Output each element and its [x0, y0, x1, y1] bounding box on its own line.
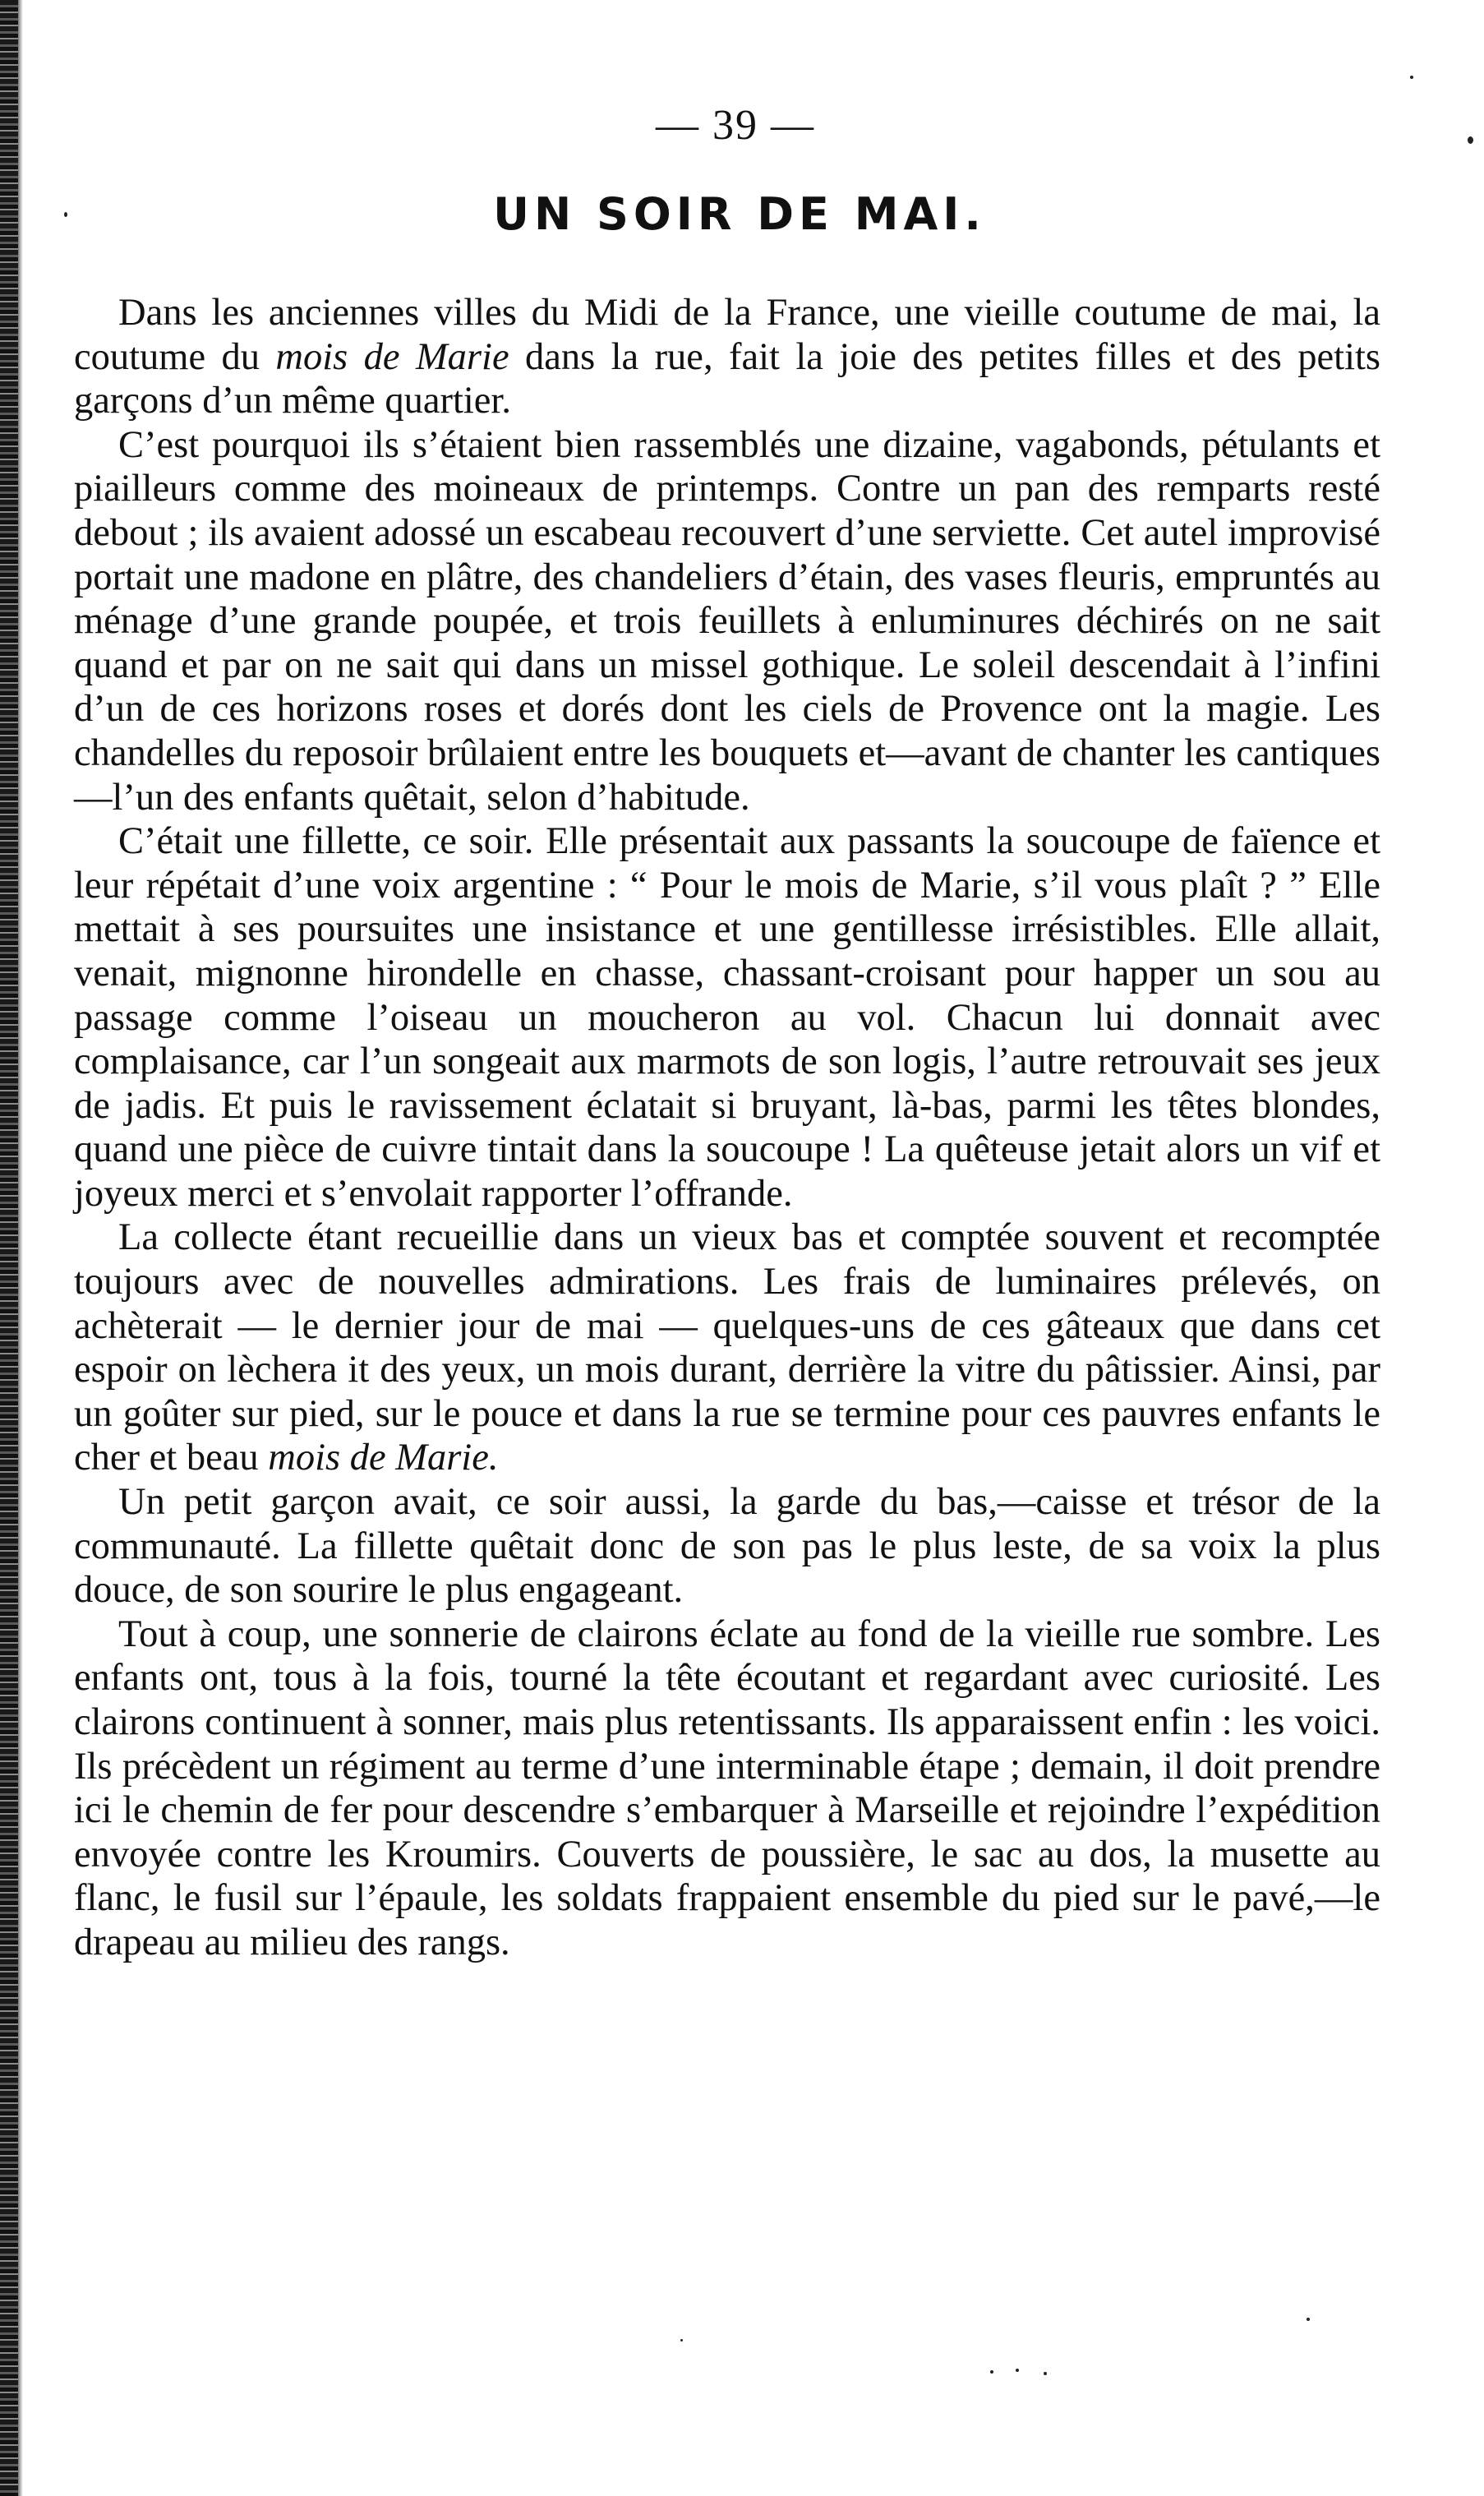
- paragraph-1-text-end: dans la rue, fait la joie des petites filles et des petits garçons d’un même quartier.: [74, 335, 1381, 422]
- paragraph-1-italic: mois de Marie: [275, 335, 509, 378]
- paragraph-1: [74, 291, 1380, 423]
- ink-speck: [1307, 2318, 1310, 2321]
- ink-speck: [1044, 2372, 1047, 2375]
- ink-speck: [1016, 2369, 1019, 2372]
- paragraph-5-text: Un petit garçon avait, ce soir aussi, la garde du bas,—caisse et trésor de la communauté. La fillette quêtait donc de son pas le plus leste, de sa voix la plus douce, de son sourire le plus engageant.: [74, 1481, 1380, 1612]
- paragraph-1-text: Dans les anciennes villes du Midi de la France, une vieille coutume de mai, la coutume du: [74, 292, 1380, 378]
- paragraph-4-italic: mois de Marie.: [268, 1437, 499, 1479]
- paragraph-2-text: C’est pourquoi ils s’étaient bien rassemblés une dizaine, vagabonds, pétulants et piailleurs comme des moineaux de printemps. Contre un pan des remparts resté debout ; ils avaient adossé un escabeau recouvert d’une serviette. Cet autel improvisé portait une madone en plâtre, des chandeliers d’étain, des vases fleuris, empruntés au ménage d’une grande poupée, et trois feuillets à enluminures déchirés on ne sait quand et par on ne sait qui dans un missel gothique. Le soleil descendait à l’infini d’un de ces horizons roses et dorés dont les ciels de Provence ont la magie. Les chandelles du reposoir brûlaient entre les bouquets et—avant de chanter les cantiques—l’un des enfants quêtait, selon d’habitude.: [74, 423, 1380, 819]
- binding-edge: [0, 0, 18, 2496]
- paragraph-5: [74, 1480, 1380, 1612]
- paragraph-3: [74, 819, 1380, 1216]
- paragraph-4-text: La collecte étant recueillie dans un vieux bas et comptée souvent et recomptée toujours avec de nouvelles admirations. Les frais de luminaires prélevés, on achèterait — le dernier jour de mai — quelques-uns de ces gâteaux que dans cet espoir on lèchera it des yeux, un mois durant, derrière la vitre du pâtissier. Ainsi, par un goûter sur pied, sur le pouce et dans la rue se termine pour ces pauvres enfants le cher et beau: [74, 1216, 1380, 1479]
- page-number: — 39 —: [656, 102, 815, 149]
- paragraph-6: [74, 1612, 1380, 1965]
- ink-speck: [680, 2339, 683, 2341]
- ink-speck: [1410, 76, 1413, 79]
- paragraph-2: [74, 423, 1380, 819]
- paragraph-3-text: C’était une fillette, ce soir. Elle présentait aux passants la soucoupe de faïence et leur répétait d’une voix argentine : “ Pour le mois de Marie, s’il vous plaît ? ” Elle mettait à ses poursuites une insistance et une gentillesse irrésistibles. Elle allait, venait, mignonne hirondelle en chasse, chassant-croisant pour happer un sou au passage comme l’oiseau un moucheron au vol. Chacun lui donnait avec complaisance, car l’un songeait aux marmots de son logis, l’autre retrouvait ses jeux de jadis. Et puis le ravissement éclatait si bruyant, là-bas, parmi les têtes blondes, quand une pièce de cuivre tintait dans la soucoupe ! La quêteuse jetait alors un vif et joyeux merci et s’envolait rapporter l’offrande.: [74, 820, 1380, 1215]
- paragraph-4: [74, 1216, 1380, 1480]
- paragraph-6-text: Tout à coup, une sonnerie de clairons éclate au fond de la vieille rue sombre. Les enfants ont, tous à la fois, tourné la tête écoutant et regardant avec curiosité. Les clairons continuent à sonner, mais plus retentissants. Ils apparaissent enfin : les voici. Ils précèdent un régiment au terme d’une interminable étape ; demain, il doit prendre ici le chemin de fer pour descendre s’embarquer à Marseille et rejoindre l’expédition envoyée contre les Kroumirs. Couverts de poussière, le sac au dos, la musette au flanc, le fusil sur l’épaule, les soldats frappaient ensemble du pied sur le pavé,—le drapeau au milieu des rangs.: [74, 1612, 1380, 1963]
- ink-speck: [1468, 136, 1473, 144]
- chapter-title: UN SOIR DE MAI.: [493, 188, 986, 240]
- book-page: [74, 97, 1380, 1965]
- ink-speck: [990, 2370, 993, 2374]
- body-text: [74, 291, 1380, 1965]
- ink-speck: [64, 212, 67, 217]
